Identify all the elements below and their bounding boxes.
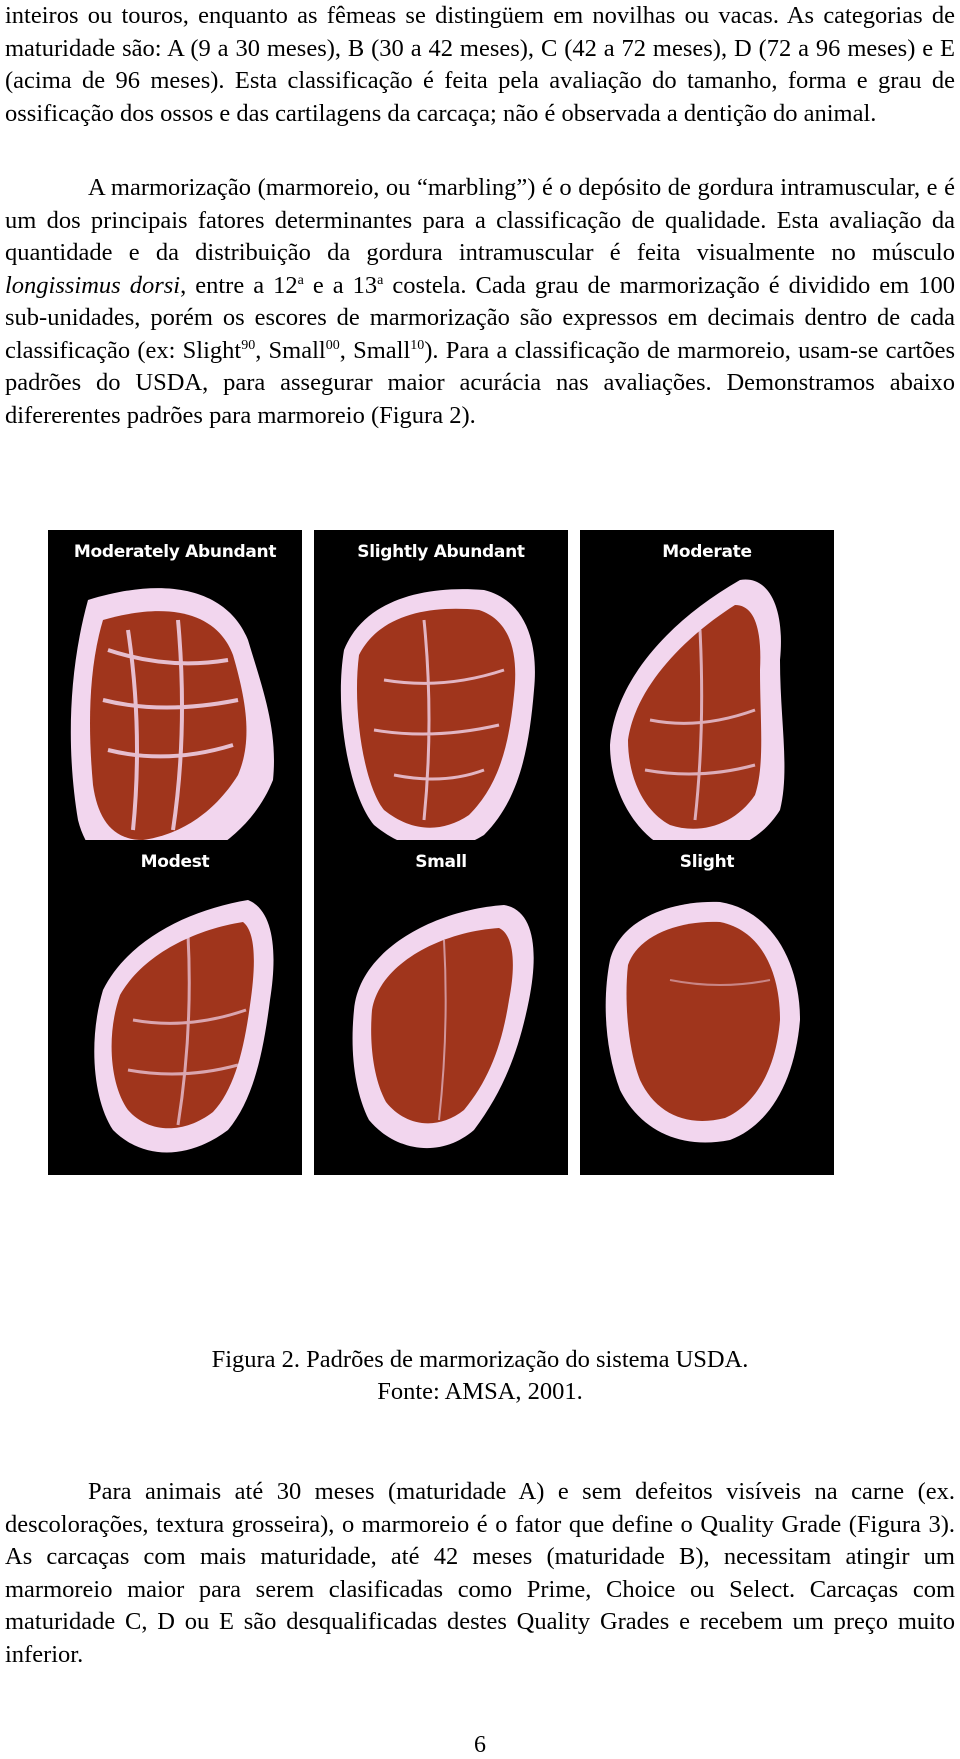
ribeye-image <box>314 840 568 1175</box>
paragraph-quality-grade-text: Para animais até 30 meses (maturidade A) e sem defeitos visíveis na carne (ex. descolorações, textura grosseira), o marmoreio é o fator que define o Quality Grade (Figura 3). As carcaças com mais maturidade, até 42 meses (maturidade B), necessitam atingir um marmoreio maior para serem clasificadas como Prime, Choice ou Select. Carcaças com maturidade C, D ou E são desqualificadas destes Quality Grades e recebem um preço muito inferior. <box>5 1478 955 1668</box>
text-run: e a 13 <box>303 271 378 299</box>
superscript: 10 <box>410 337 425 353</box>
text-run: , entre a 12 <box>180 271 298 299</box>
panel-label: Moderate <box>662 542 752 562</box>
figure-caption-source: Fonte: AMSA, 2001. <box>377 1378 583 1405</box>
ribeye-image <box>580 840 834 1175</box>
superscript: a <box>377 272 384 288</box>
text-run: , Small <box>339 336 411 364</box>
italic-term: longissimus dorsi <box>5 271 181 299</box>
superscript: 90 <box>241 337 256 353</box>
superscript: a <box>297 272 304 288</box>
text-run: ). Para a classificação de marmoreio, usam-se cartões padrões do USDA, para assegurar maior acurácia nas avaliações. Demonstramos abaixo difererentes padrões para marmoreio (Figura 2). <box>5 336 955 429</box>
panel-label: Small <box>415 852 467 872</box>
marbling-panel-modest <box>48 840 302 1175</box>
paragraph-quality-grade <box>5 1476 955 1671</box>
figure-caption <box>0 1344 960 1408</box>
paragraph-marbling <box>5 172 955 432</box>
panel-label: Slight <box>679 852 735 872</box>
panel-label: Slightly Abundant <box>357 542 525 562</box>
text-run: , Small <box>255 336 326 364</box>
text-run: costela. Cada grau de marmorização é dividido em 100 sub-unidades, porém os escores de marmorização são expressos em decimais dentro de cada classificação (ex: Slight <box>5 271 956 364</box>
paragraph-maturity-text: inteiros ou touros, enquanto as fêmeas se distingüem em novilhas ou vacas. As categorias de maturidade são: A (9 a 30 meses), B (30 a 42 meses), C (42 a 72 meses), D (72 a 96 meses) e E (acima de 96 meses). Esta classificação é feita pela avaliação do tamanho, forma e grau de ossificação dos ossos e das cartilagens da carcaça; não é observada a dentição do animal. <box>5 2 955 127</box>
text-run: A marmorização (marmoreio, ou “marbling”) é o depósito de gordura intramuscular, e é um dos principais fatores determinantes para a classificação de qualidade. Esta avaliação da quantidade e da distribuição da gordura intramuscular é feita visualmente no músculo <box>5 174 955 266</box>
panel-label: Moderately Abundant <box>73 542 277 562</box>
figure-caption-title: Figura 2. Padrões de marmorização do sistema USDA. <box>211 1346 749 1373</box>
ribeye-image <box>48 840 302 1175</box>
marbling-panel-small <box>314 840 568 1175</box>
panel-label: Modest <box>140 852 210 872</box>
superscript: 00 <box>325 337 340 353</box>
marbling-figure <box>48 530 900 1320</box>
page-number: 6 <box>474 1732 486 1758</box>
paragraph-maturity <box>5 0 955 130</box>
marbling-panel-slight <box>580 840 834 1175</box>
